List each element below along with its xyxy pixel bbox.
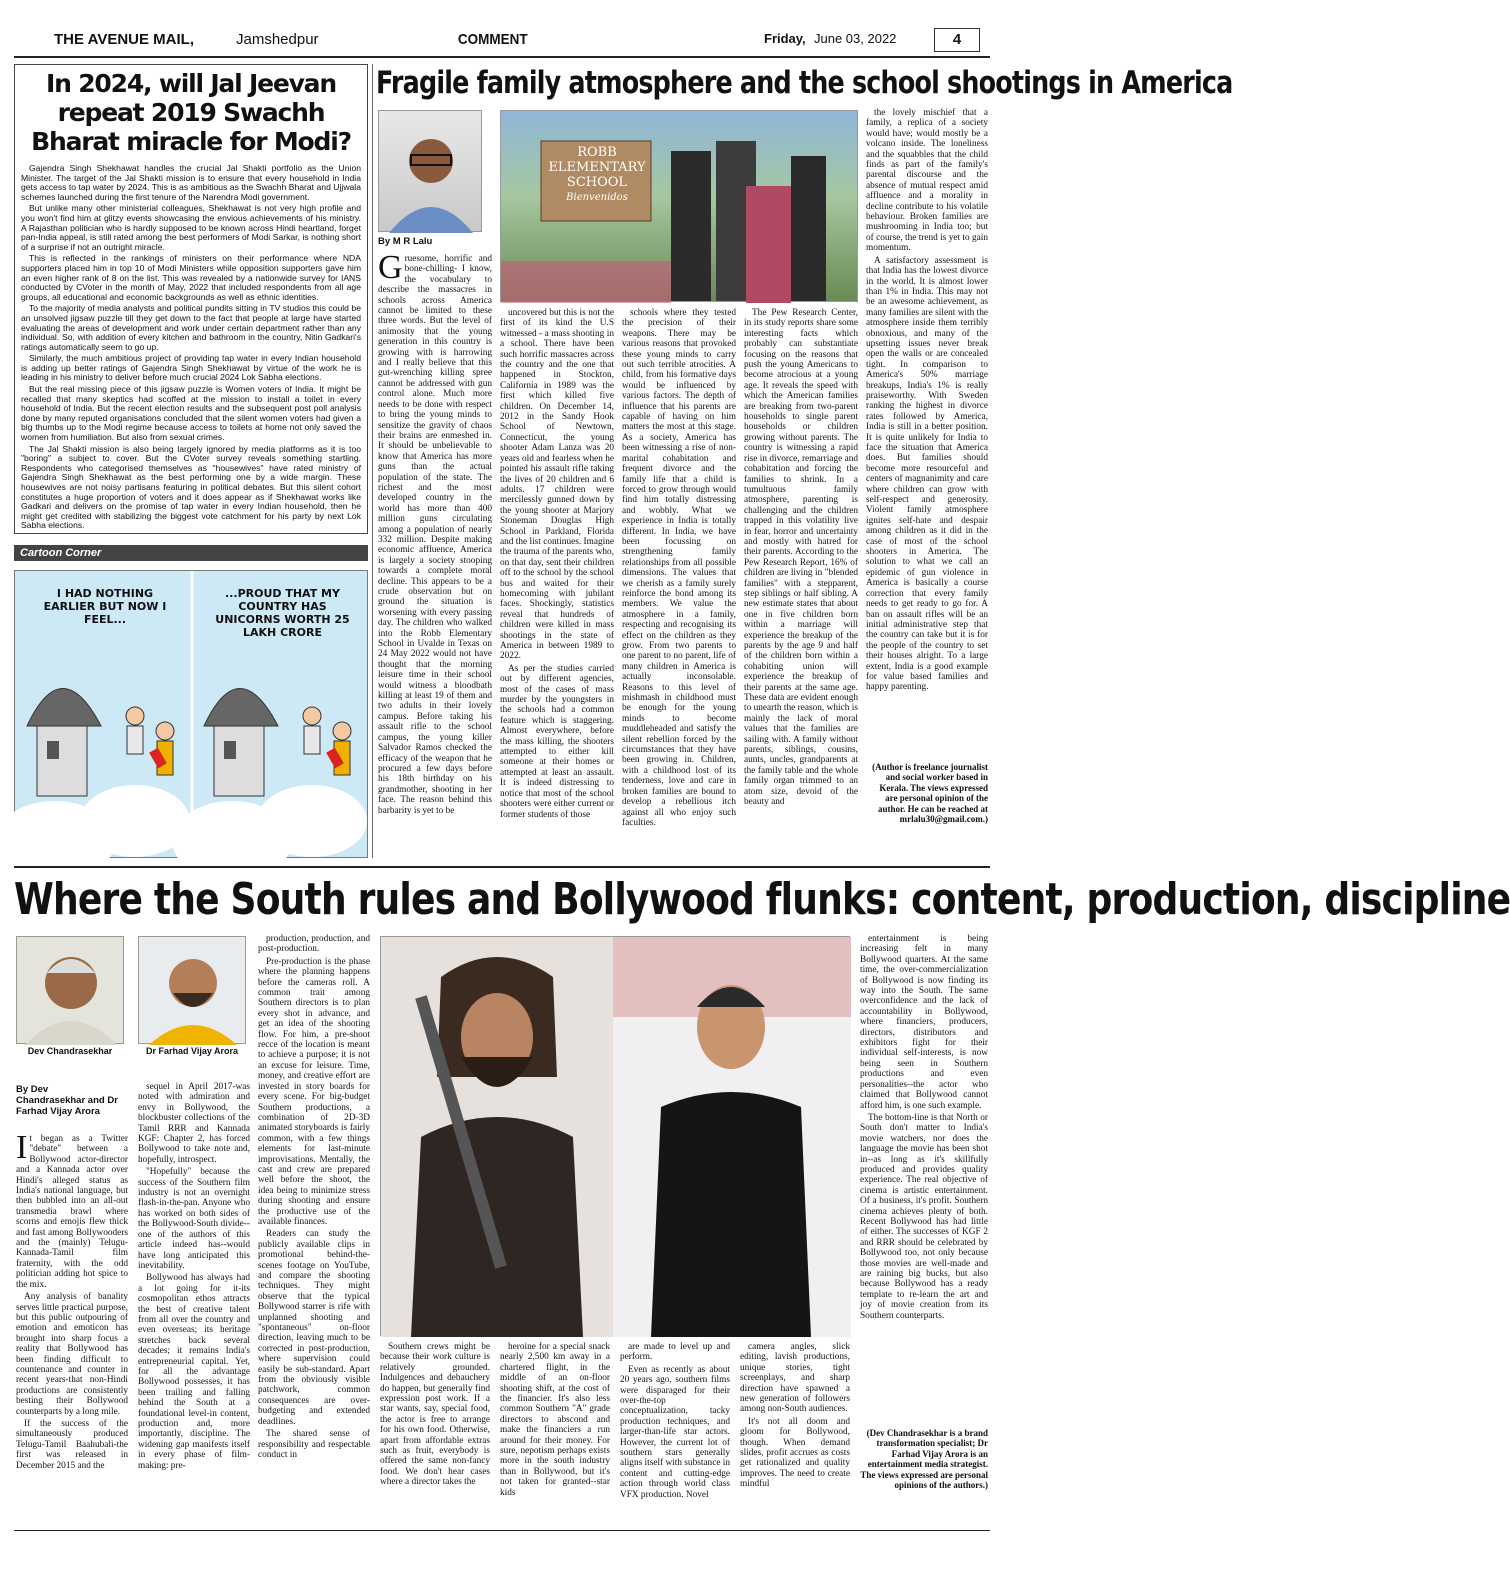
sign-line: SCHOOL (566, 175, 628, 190)
article-column (500, 1342, 610, 1524)
paragraph: Even as recently as about 20 years ago, southern films were disparaged for their over-the-top conceptualization, tacky production techniques, and larger-than-life star actors. However, the current lot of southern stars generally aligns itself with substance in content and cutting-edge action through world class VFX production. Novel (620, 1364, 730, 1500)
paragraph: are made to level up and perform. (620, 1342, 730, 1363)
photo-caption: Dr Farhad Vijay Arora (145, 1046, 239, 1056)
memorial-photo (500, 110, 858, 302)
section-name: COMMENT (457, 31, 528, 48)
paragraph: Any analysis of banality serves little practical purpose, but this public outpouring of emotion and emoticon has brought into sharp focus a reality that Bollywood has been finding difficult to countenance and counter in recent years-that non-Hindi productions are consistently besting their Bollywood counterparts by a long mile. (16, 1292, 128, 1417)
actors-scene (381, 937, 851, 1337)
cartoon-corner-label: Cartoon Corner (14, 545, 368, 561)
author-byline: By Dev Chandrasekhar and Dr Farhad Vijay Arora (16, 1084, 118, 1117)
paragraph: The bottom-line is that North or South don't matter to India's movie watchers, nor does the language the movie has been shot in--as long as it's skillfully produced and provides quality experience. The real objective of cinema is artistic entertainment. Of a business, it's profit. Southern cinema achieves plenty of both. Recent Bollywood has had little of either. The successes of KGF 2 and RRR should be celebrated by Bollywood too, not only because those movies are well-made and are raining big bucks, but also because Bollywood has a ready template to re-learn the art and joy of movie creation from its Southern counterparts. (860, 1112, 988, 1321)
paragraph: If the success of the simultaneously produced Telugu-Tamil Baahubali-the first was released in December 2015 and the (16, 1418, 128, 1471)
actors-photo (380, 936, 850, 1336)
sign-line: Bienvenidos (566, 192, 628, 203)
paragraph: To the majority of media analysts and political pundits sitting in TV studios this could be an unsolved jigsaw puzzle till they get down to the fact that people at large have started evaluating the areas of development and work under certain department rather than any individual. So, with addition of every kitchen and bathroom in the country, Nitin Gadkari's ratings automatically seem to go up. (21, 303, 361, 352)
school-sign (547, 145, 647, 205)
article-column (622, 308, 736, 854)
paragraph: entertainment is being increasing felt in many Bollywood quarters. At the same time, the over-commercialization of Bollywood is now finding its way into the South. The same overconfidence and the lack of accountability in Bollywood, where financiers, producers, directors, distributors and exhibitors fight for their individual self-interests, is now being seen in Southern productions and even personalities--the actor who claimed that Bollywood cannot afford him, is one such example. (860, 934, 988, 1111)
article-column (500, 308, 614, 854)
article-body (21, 164, 361, 531)
paragraph: schools where they tested the precision of their weapons. There may be various reasons that provoked these young minds to carry out such terrible atrocities. A child, from his formative days would be influenced by various factors. The depth of influence that his parents are capable of having on him matters the most at this stage. As a society, America has been witnessing a rise of non-marital cohabitation and frequent divorce and the family life that a child is forced to grow through would find him totally distressing and wobbly. What we experience in India is totally different. In India, we have been focussing on strengthening family relationships from all possible dimensions. The values that we cherish as a family surely reinforce the bond among its members. We value the atmosphere in a family, respecting and recognising its effect on the children as they grow. From two parents to one parent to no parent, life of many children in America is actually inconsolable. Reasons to this level of mishmash in childhood must be enough for the young minds to become muddleheaded and satisfy the silent rebellion forced by the circumstances that they have been growing in. Children, with a childhood lost of its tenderness, love and care in broken families are bound to develop a rebellious itch against all who enjoy such faculties. (622, 308, 736, 828)
paragraph: the lovely mischief that a family, a replica of a society would have; would mostly be a volcano inside. The loneliness and the squabbles that the child finds as part of the family's parental discourse and the absence of mutual respect amid affluence and a morality in decline contribute to his volatile behaviour. Broken families are mushrooming in India too; but of course, the trend is yet to gain momentum. (866, 108, 988, 254)
article-column (258, 934, 370, 1524)
paragraph: production, production, and post-production. (258, 934, 370, 955)
paragraph: A satisfactory assessment is that India has the lowest divorce in the world. It is almost lower than 1% in India. This may not be an awesome achievement, as many families are silent with the atmosphere inside them terribly obnoxious, and many of the upsetting issues never break open the walls or are concealed tight. In comparison to America's 50% marriage breakups, India's 1% is really praiseworthy. With Sweden ranking the highest in divorce rates followed by America, India is still in a better position. It is quite unlikely for India to face the situation that America does. But families should become more resourceful and centers of magnanimity and care where children can grow with self-respect and generosity. Violent family atmosphere ignites self-hate and despair among children as it did in the case of most of the school shooters in America. The solution to what we call an epidemic of gun violence in America is basically a course correction that every family needs to get ready to go for. A ban on assault rifles will be an initial administrative step that the country can take but it is for the people of the country to set their houses alright. To a large extent, India is a good example for value based families and happy parenting. (866, 255, 988, 693)
paragraph: This is reflected in the rankings of ministers on their performance where NDA supporters placed him in top 10 of Modi Ministers while opposition supporters gave him an even higher rank of 8 on the list. This was revealed by a nationwide survey for IANS conducted by CVoter in the month of May, 2022 that included respondents from all age groups, all educational and economic backgrounds as well as ethnic identities. (21, 253, 361, 302)
cartoon (14, 570, 368, 858)
article-headline: Fragile family atmosphere and the school shootings in America (376, 65, 1233, 101)
paragraph: Gruesome, horrific and bone-chilling- I know, the vocabulary to describe the massacres in schools across America cannot be limited to these three words. But the level of animosity that the young generation in this country is growing with is harrowing and I really believe that this gut-wrenching killing spree cannot be addressed with gun control alone. Much more needs to be done with respect to bring the young minds to sensitize the gravity of chaos their brains are enmeshed in. It should be unbelievable to know that America has more guns than the actual population of the state. The richest and the most developed country in the world has more than 400 million guns circulating among a population of nearly 332 million. Despite making economic affluence, America is largely a society stooping towards a complete moral decline. This appears to be a crude observation but on ground the situation is worsening with every passing day. The children who walked into the Robb Elementary School in Uvalde in Texas on 24 May 2022 would not have thought that the morning leisure time in their school would witness a bloodbath killing at least 19 of them and two adults in their lovely campus. Before taking his assault rifle to the school campus, the young killer Salvador Ramos checked the efficacy of the weapon that he procured a few days before his 18th birthday on his grandmother, shooting in her face. The reason behind this barbarity is yet to be (378, 249, 492, 816)
article-headline: In 2024, will Jal Jeevan repeat 2019 Swachh Bharat miracle for Modi? (31, 69, 351, 156)
speech-bubble-right: ...PROUD THAT MY COUNTRY HAS UNICORNS WORTH 25 LAKH CRORE (215, 587, 350, 639)
paragraph: Bollywood has always had a lot going for it-its cosmopolitan ethos attracts the best of creative talent from all over the country and even overseas; its heritage stretches back several decades; it remains India's entrepreneurial capital. Yet, for all the advantage Bollywood possesses, it has been trailing and falling behind the South at a foundational level-in content, production and, more importantly, discipline. The widening gap manifests itself in every phase of film-making: pre- (138, 1273, 250, 1471)
paragraph: Pre-production is the phase where the planning happens before the cameras roll. A common trait among Southern directors is to plan every shot in advance, and get an idea of the shooting flow. For him, a pre-shoot recce of the location is meant to achieve a purpose; it is not an excuse for leisure. Time, money, and creative effort are invested in story boards for every scene. For big-budget Southern productions, a combination of 2D-3D animated storyboards is fairly common, with a few things elements for last-minute improvisations. Mentally, the cast and crew are prepared well before the shoot, the idea being to minimize stress during shooting and ensure the productive use of the available finances. (258, 956, 370, 1227)
article-school-shootings (376, 64, 1233, 864)
article-south-bollywood (14, 872, 1510, 1532)
article-jal-jeevan (14, 64, 368, 534)
paragraph: "Hopefully" because the success of the Southern film industry is not an overnight flash-in-the-pan. Anyone who has worked on both sides of the Bollywood-South divide--one of the authors of this article indeed has--would have long anticipated this inevitability. (138, 1167, 250, 1271)
paper-name: THE AVENUE MAIL, (54, 31, 195, 48)
author-note: (Author is freelance journalist and social worker based in Kerala. The views expressed are personal opinion of the author. He can be reached at mrlalu30@gmail.com.) (872, 762, 988, 825)
paragraph: uncovered but this is not the first of its kind the U.S witnessed - a mass shooting in a school. There have been such horrific massacres across the country and the one that happened in Stockton, California in 1989 was the first which killed five children. On December 14, 2012 in the Sandy Hook School of Newtown, Connecticut, the young shooter Adam Lanza was 20 years old and fearless when he pointed his assault rifle taking the lives of 20 children and 6 adults. 17 children were mercilessly gunned down by the young shooter at Marjory Stoneman Douglas High School in Parkland, Florida and the list continues. Imagine the trauma of the parents who, on that day, sent their children off to the school by the school bus and waited for their homecoming with jubilant faces. Shockingly, statistics reveal that hundreds of children were killed in mass shootings in the state of America in between 1989 to 2022. (500, 308, 614, 662)
masthead (14, 28, 990, 56)
issue-date: June 03, 2022 (814, 31, 897, 46)
article-column (744, 308, 858, 854)
issue-day: Friday, (764, 31, 806, 46)
article-column (620, 1342, 730, 1524)
sign-line: ROBB (577, 145, 617, 160)
paragraph: The Jal Shakti mission is also being largely ignored by media platforms as it is too "boring" a subject to cover. But the CVoter survey reveals something startling. Respondents who categorised themselves as "housewives" have rated ministry of Gajendra Singh Shekhawat as the best performing one by a wide margin. These housewives are not noisy partisans featuring in political debates. But this silent cohort constitutes a huge proportion of voters and it does appear as if Shekhawat works like Gadkari and delivers on the promise of tap water in every Indian household, then he might get credited with stabilizing the biggest vote catchment for his party by next Lok Sabha elections. (21, 443, 361, 531)
article-column (860, 934, 988, 1464)
author-photo (378, 110, 482, 232)
author-photo-dev (16, 936, 124, 1044)
article-column (16, 1129, 128, 1524)
article-column (138, 1082, 250, 1524)
paragraph: Southern crews might be because their work culture is relatively grounded. Indulgences and debauchery do happen, but generally find expression post work. If a star wants, say, special food, the actor is free to arrange for his own food. Otherwise, apart from affordable extras such as fruit, everybody is offered the same non-fancy food. We don't hear cases where a director takes the (380, 1342, 490, 1488)
author-note: (Dev Chandrasekhar is a brand transformation specialist; Dr Farhad Vijay Arora is an entertainment media strategist. The views expressed are personal opinions of the authors.) (860, 1428, 988, 1491)
paragraph: But unlike many other ministerial colleagues, Shekhawat is not very high profile and you won't find him at glitzy events showcasing the envious achievements of his ministry. A Rajasthan politician who is hardly supposed to be known across Hindi heartland, forget pan-India appeal, is still rated among the best performers of Modi Sarkar, is nothing short of a surprise if not an outright miracle. (21, 203, 361, 252)
paragraph: It began as a Twitter "debate" between a Bollywood actor-director and a Kannada actor over Hindi's alleged status as India's national language, but then bubbled into an all-out transmedia brawl where scorns and emojis flew thick and fast among Bollywooders and the (mainly) Telugu-Kannada-Tamil film fraternity, with the odd politician adding hot spice to the mix. (16, 1129, 128, 1290)
paragraph: Gajendra Singh Shekhawat handles the crucial Jal Shakti portfolio as the Union Minister. The target of the Jal Shakti mission is to ensure that every household in India gets access to tap water by 2024. This is as ambitious as the Swachh Bharat and Ujjwala schemes launched during the first tenure of the Narendra Modi government. (21, 163, 361, 202)
memorial-scene (501, 111, 859, 303)
sign-line: ELEMENTARY (548, 160, 646, 175)
paragraph: sequel in April 2017-was noted with admiration and envy in Bollywood, the blockbuster collections of the Tamil RRR and Kannada KGF: Chapter 2, has forced Bollywood to take note and, hopefully, introspect. (138, 1082, 250, 1165)
article-column (380, 1342, 490, 1524)
photo-caption: Dev Chandrasekhar (27, 1046, 113, 1056)
article-column (866, 108, 988, 808)
author-photo-farhad (138, 936, 246, 1044)
paragraph: The Pew Research Center, in its study reports share some interesting facts which probably can substantiate focusing on the reasons that push the young Americans to become atrocious at a young age. It reveals the speed with which the American families are breaking from two-parent households to single parent households or children growing without parents. The country is witnessing a rapid rise in divorce, remarriage and cohabitation and forcing the families to shrink. In a tumultuous family atmosphere, parenting is challenging and the children trapped in this volatility live in fear, horror and uncertainty and mostly with hatred for their parents. According to the Pew Research Report, 16% of children are living in "blended families" with a stepparent, step siblings or half sibling. A new estimate states that about one in five children born within a marriage will experience the breakup of the parents by the age 9 and half of the children born within a cohabiting union will experience the breakup of their parents at the same age. These data are evident enough to unearth the reason, which is mainly the lack of moral values that the families are sailing with. A family without parents, siblings, cousins, aunts, uncles, grandparents at the family table and the whole family organ trimmed to an atom size, devoid of the beauty and (744, 308, 858, 808)
paragraph: Similarly, the much ambitious project of providing tap water in every Indian household is adding up better ratings of Gajendra Singh Shekhawat by virtue of the work he is leading in his ministry to deliver before much crucial 2024 Lok Sabha elections. (21, 353, 361, 383)
paragraph: heroine for a special snack nearly 2,500 km away in a chartered flight, in the middle of an on-floor shooting shift, at the cost of the financier. It's also less common Southern "A" grade directors to abscond and make the financiers a run around for their money. For sure, nepotism perhaps exists more in the south industry than in Bollywood, but it's not taken for granted--star kids (500, 1342, 610, 1498)
paragraph: camera angles, slick editing, lavish productions, unique stories, tight screenplays, and sharp direction have spawned a new generation of followers among non-South audiences. (740, 1342, 850, 1415)
article-column (378, 249, 492, 854)
paragraph: But the real missing piece of this jigsaw puzzle is Women voters of India. It might be recalled that many skeptics had scoffed at the mission to install a toilet in every household of India. But the recent election results and the subsequent post poll analysis done by many reputed organisations concluded that the silent women voters had given a big thumbs up to the Modi regime because access to toilets at home not only saved the women from humiliation. But also from sexual crimes. (21, 384, 361, 443)
speech-bubble-left: I HAD NOTHING EARLIER BUT NOW I FEEL... (43, 587, 167, 626)
paragraph: It's not all doom and gloom for Bollywood, though. When demand slides, profit accrues as costs get rationalized and quality improves. The need to create mindful (740, 1416, 850, 1490)
city-name: Jamshedpur (236, 31, 319, 48)
author-byline: By M R Lalu (378, 236, 433, 247)
paragraph: Readers can study the publicly available clips in promotional behind-the-scenes footage on YouTube, and compare the shooting techniques. They might observe that the typical Bollywood starrer is rife with unplanned shooting and "spontaneous" on-floor direction, leaving much to be corrected in post-production, where supervision could easily be sub-standard. Apart from the obviously visible patchwork, common consequences are over-budgeting and extended deadlines. (258, 1229, 370, 1427)
article-headline: Where the South rules and Bollywood flunks: content, production, discipline (14, 874, 1510, 925)
article-column (740, 1342, 850, 1524)
paragraph: The shared sense of responsibility and respectable conduct in (258, 1429, 370, 1460)
paragraph: As per the studies carried out by different agencies, most of the cases of mass murder by the youngsters in the schools had a common feature which is staggering. Almost everywhere, before the mass killing, the shooters attempted to either kill someone at their homes or attempted at least an assault. It is indeed distressing to notice that most of the school shooters were either current or former students of those (500, 663, 614, 820)
page-number: 4 (934, 28, 980, 52)
